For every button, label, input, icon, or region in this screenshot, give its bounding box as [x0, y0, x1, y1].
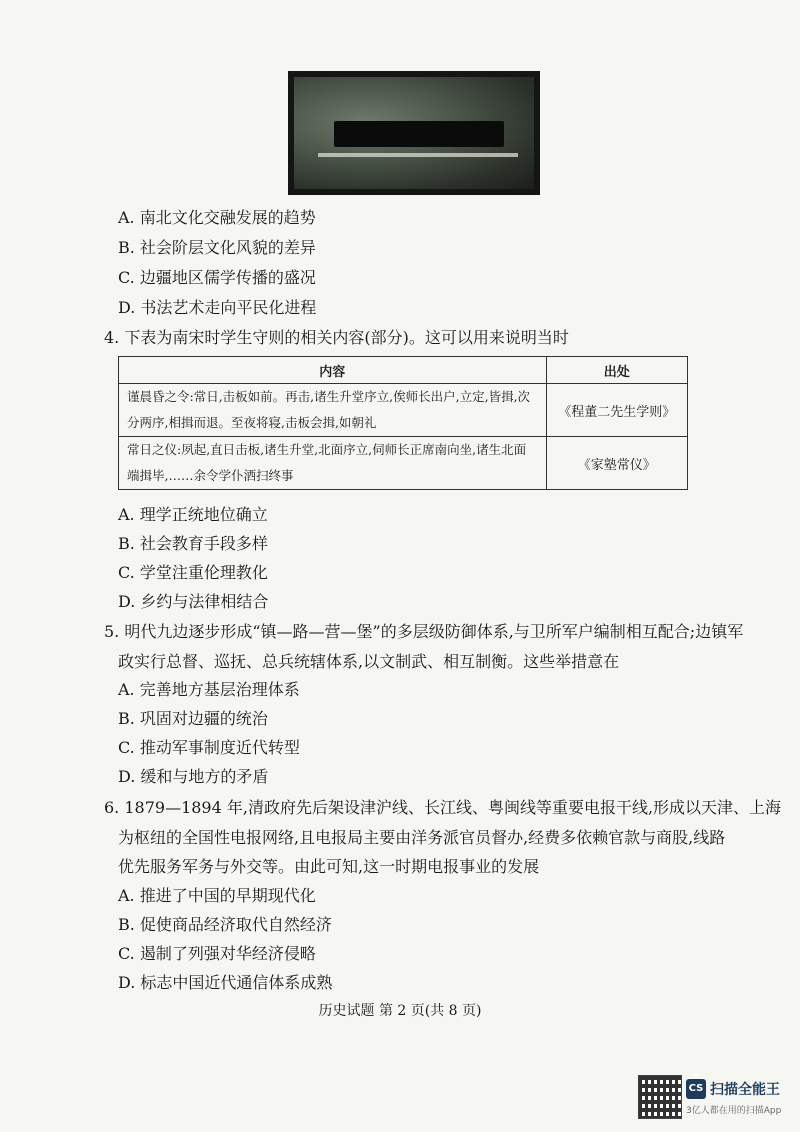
- row-source: 《家塾常仪》: [546, 437, 687, 490]
- q5-stem-line1: 5. 明代九边逐步形成“镇—路—营—堡”的多层级防御体系,与卫所军户编制相互配合;边镇军: [104, 622, 744, 641]
- artifact-photo: [288, 71, 540, 195]
- q5-option-a: A. 完善地方基层治理体系: [118, 680, 300, 699]
- q3-option-a: A. 南北文化交融发展的趋势: [118, 208, 316, 227]
- q6-stem-line1: 6. 1879—1894 年,清政府先后架设津沪线、长江线、粤闽线等重要电报干线,形成以天津、上海: [104, 798, 782, 817]
- q6-option-d: D. 标志中国近代通信体系成熟: [118, 973, 333, 992]
- camscanner-name: 扫描全能王: [710, 1082, 780, 1098]
- q3-option-b: B. 社会阶层文化风貌的差异: [118, 238, 316, 257]
- q5-option-c: C. 推动军事制度近代转型: [118, 738, 300, 757]
- scanner-watermark: [638, 1075, 792, 1123]
- row-content: 谨晨昏之令:常日,击板如前。再击,诸生升堂序立,俟师长出户,立定,皆揖,次分两序,相揖而退。至夜将寝,击板会揖,如朝礼: [119, 384, 547, 437]
- camscanner-logo: CS: [686, 1079, 706, 1099]
- camscanner-tagline: 3亿人都在用的扫描App: [686, 1106, 782, 1116]
- q4-stem: 4. 下表为南宋时学生守则的相关内容(部分)。这可以用来说明当时: [104, 328, 569, 347]
- table-row: [119, 384, 688, 437]
- header-content: 内容: [119, 357, 547, 384]
- qr-code-icon: [638, 1075, 682, 1119]
- q3-option-d: D. 书法艺术走向平民化进程: [118, 298, 317, 317]
- q4-option-c: C. 学堂注重伦理教化: [118, 563, 268, 582]
- table-row: [119, 437, 688, 490]
- q5-stem-line2: 政实行总督、巡抚、总兵统辖体系,以文制武、相互制衡。这些举措意在: [118, 652, 620, 671]
- q6-stem-line3: 优先服务军务与外交等。由此可知,这一时期电报事业的发展: [118, 857, 540, 876]
- q4-option-b: B. 社会教育手段多样: [118, 534, 268, 553]
- page-footer: 历史试题 第 2 页(共 8 页): [318, 1003, 482, 1019]
- q4-option-d: D. 乡约与法律相结合: [118, 592, 269, 611]
- row-source: 《程董二先生学则》: [546, 384, 687, 437]
- row-content: 常日之仪:夙起,直日击板,诸生升堂,北面序立,伺师长正席南向坐,诸生北面端揖毕,……余令学仆洒扫终事: [119, 437, 547, 490]
- q4-option-a: A. 理学正统地位确立: [118, 505, 268, 524]
- artifact-line: [318, 153, 518, 157]
- student-rules-table: [118, 356, 688, 490]
- q6-option-a: A. 推进了中国的早期现代化: [118, 886, 316, 905]
- table-header-row: [119, 357, 688, 384]
- q6-option-c: C. 遏制了列强对华经济侵略: [118, 944, 316, 963]
- q5-option-b: B. 巩固对边疆的统治: [118, 709, 268, 728]
- artifact-image: [294, 77, 534, 189]
- artifact-dark-band: [334, 121, 504, 147]
- q6-option-b: B. 促使商品经济取代自然经济: [118, 915, 332, 934]
- header-source: 出处: [546, 357, 687, 384]
- q3-option-c: C. 边疆地区儒学传播的盛况: [118, 268, 316, 287]
- q6-stem-line2: 为枢纽的全国性电报网络,且电报局主要由洋务派官员督办,经费多依赖官款与商股,线路: [118, 828, 726, 847]
- q5-option-d: D. 缓和与地方的矛盾: [118, 767, 269, 786]
